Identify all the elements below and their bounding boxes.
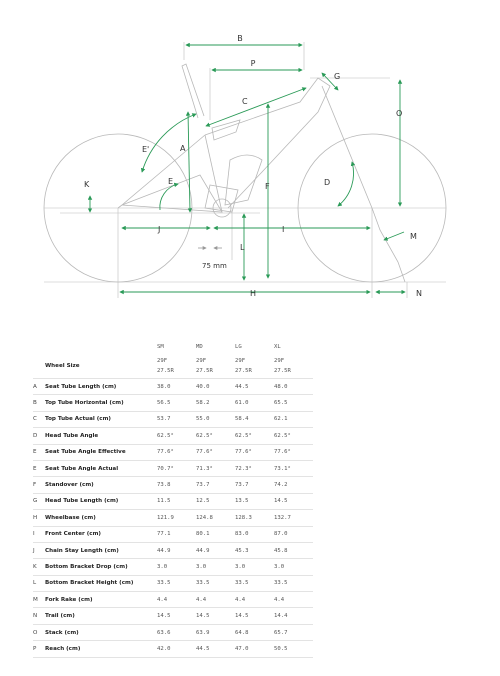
row-value: 44.5 xyxy=(196,641,235,657)
row-value: 55.0 xyxy=(196,411,235,427)
row-value xyxy=(235,354,274,379)
row-value: 62.5° xyxy=(157,428,196,444)
row-label: Seat Tube Angle Actual xyxy=(45,460,157,476)
label-75mm: 75 mm xyxy=(202,262,227,270)
row-value: 71.3° xyxy=(196,460,235,476)
row-code: A xyxy=(33,379,45,395)
row-value: 3.0 xyxy=(274,559,313,575)
table-row xyxy=(33,510,313,526)
row-value: 74.2 xyxy=(274,477,313,493)
table-row xyxy=(33,354,313,379)
row-label: Stack (cm) xyxy=(45,624,157,640)
table-row xyxy=(33,493,313,509)
row-value: 124.8 xyxy=(196,510,235,526)
row-value: 14.5 xyxy=(157,608,196,624)
row-value: 77.6° xyxy=(235,444,274,460)
row-label: Head Tube Angle xyxy=(45,428,157,444)
row-code: B xyxy=(33,395,45,411)
row-code: D xyxy=(33,428,45,444)
row-label: Bottom Bracket Drop (cm) xyxy=(45,559,157,575)
row-value: 45.8 xyxy=(274,542,313,558)
row-value: 11.5 xyxy=(157,493,196,509)
table-row xyxy=(33,477,313,493)
row-value: 64.8 xyxy=(235,624,274,640)
table-row xyxy=(33,460,313,476)
row-value xyxy=(274,354,313,379)
table-row xyxy=(33,592,313,608)
row-label: Top Tube Horizontal (cm) xyxy=(45,395,157,411)
row-value: 48.0 xyxy=(274,379,313,395)
row-value: 61.0 xyxy=(235,395,274,411)
row-code: N xyxy=(33,608,45,624)
row-value: 65.5 xyxy=(274,395,313,411)
row-value: 44.9 xyxy=(196,542,235,558)
row-label: Fork Rake (cm) xyxy=(45,592,157,608)
row-label: Bottom Bracket Height (cm) xyxy=(45,575,157,591)
row-value: 62.1 xyxy=(274,411,313,427)
row-value: 40.0 xyxy=(196,379,235,395)
row-value: 70.7° xyxy=(157,460,196,476)
size-header: SM xyxy=(157,344,164,350)
table-row xyxy=(33,444,313,460)
row-value: 4.4 xyxy=(235,592,274,608)
label-I: I xyxy=(282,225,285,234)
row-value: 87.0 xyxy=(274,526,313,542)
row-code: F xyxy=(33,477,45,493)
row-label: Standover (cm) xyxy=(45,477,157,493)
row-value: 33.5 xyxy=(157,575,196,591)
row-value: 62.5° xyxy=(196,428,235,444)
row-value: 14.5 xyxy=(196,608,235,624)
row-value: 14.4 xyxy=(274,608,313,624)
row-value: 77.6° xyxy=(157,444,196,460)
wheel-size-value: 27.5R xyxy=(157,368,174,374)
table-row xyxy=(33,575,313,591)
bike-frame xyxy=(118,64,405,282)
row-value: 77.6° xyxy=(274,444,313,460)
size-header: XL xyxy=(274,344,281,350)
dimension-lines xyxy=(90,45,405,292)
row-value: 58.2 xyxy=(196,395,235,411)
wheel-size-value: 27.5R xyxy=(235,368,252,374)
row-value: 77.6° xyxy=(196,444,235,460)
row-value: 58.4 xyxy=(235,411,274,427)
table-row xyxy=(33,608,313,624)
row-code: M xyxy=(33,592,45,608)
table-row xyxy=(33,428,313,444)
row-value xyxy=(157,354,196,379)
table-row xyxy=(33,526,313,542)
wheel-size-value: 27.5R xyxy=(274,368,291,374)
row-label: Wheel Size xyxy=(45,354,157,379)
wheel-size-value: 29F xyxy=(157,358,168,364)
row-value: 3.0 xyxy=(235,559,274,575)
row-value: 13.5 xyxy=(235,493,274,509)
row-label: Chain Stay Length (cm) xyxy=(45,542,157,558)
label-H: H xyxy=(250,289,257,298)
row-label: Seat Tube Angle Effective xyxy=(45,444,157,460)
row-label: Head Tube Length (cm) xyxy=(45,493,157,509)
row-value: 33.5 xyxy=(235,575,274,591)
label-M: M xyxy=(410,232,417,241)
row-value: 73.7 xyxy=(235,477,274,493)
row-value: 65.7 xyxy=(274,624,313,640)
row-value: 4.4 xyxy=(157,592,196,608)
row-code: C xyxy=(33,411,45,427)
row-value: 33.5 xyxy=(196,575,235,591)
row-value: 73.7 xyxy=(196,477,235,493)
row-code: O xyxy=(33,624,45,640)
row-value: 14.5 xyxy=(274,493,313,509)
row-value: 63.6 xyxy=(157,624,196,640)
bike-geometry-diagram xyxy=(0,0,500,310)
label-K: K xyxy=(84,180,90,189)
label-J: J xyxy=(158,225,161,234)
row-value: 12.5 xyxy=(196,493,235,509)
table-row xyxy=(33,411,313,427)
row-value: 72.3° xyxy=(235,460,274,476)
row-code: E xyxy=(33,460,45,476)
row-code: J xyxy=(33,542,45,558)
row-value: 50.5 xyxy=(274,641,313,657)
row-value: 62.5° xyxy=(235,428,274,444)
label-D: D xyxy=(324,178,331,187)
row-value: 132.7 xyxy=(274,510,313,526)
row-code: G xyxy=(33,493,45,509)
row-value: 4.4 xyxy=(196,592,235,608)
row-value: 14.5 xyxy=(235,608,274,624)
label-P: P xyxy=(250,59,256,68)
row-value: 56.5 xyxy=(157,395,196,411)
row-code: E xyxy=(33,444,45,460)
label-G: G xyxy=(334,72,341,81)
row-value: 80.1 xyxy=(196,526,235,542)
row-code xyxy=(33,354,45,379)
label-E-prime: E' xyxy=(142,145,150,154)
label-E: E xyxy=(168,177,174,186)
label-B: B xyxy=(237,34,243,43)
row-value: 121.9 xyxy=(157,510,196,526)
row-value: 47.0 xyxy=(235,641,274,657)
row-value: 53.7 xyxy=(157,411,196,427)
wheel-size-value: 29F xyxy=(196,358,207,364)
label-F: F xyxy=(265,182,270,191)
size-header: LG xyxy=(235,344,242,350)
row-code: L xyxy=(33,575,45,591)
row-label: Reach (cm) xyxy=(45,641,157,657)
row-value: 42.0 xyxy=(157,641,196,657)
row-value: 62.5° xyxy=(274,428,313,444)
row-value: 38.0 xyxy=(157,379,196,395)
label-A: A xyxy=(180,144,186,153)
row-label: Seat Tube Length (cm) xyxy=(45,379,157,395)
row-value: 73.1° xyxy=(274,460,313,476)
row-code: H xyxy=(33,510,45,526)
table-row xyxy=(33,624,313,640)
wheel-size-value: 27.5R xyxy=(196,368,213,374)
row-code: K xyxy=(33,559,45,575)
size-header-row xyxy=(33,340,313,354)
wheel-size-value: 29F xyxy=(274,358,285,364)
geometry-table xyxy=(33,340,313,658)
row-value: 128.3 xyxy=(235,510,274,526)
label-N: N xyxy=(416,289,422,298)
row-label: Trail (cm) xyxy=(45,608,157,624)
row-value: 44.5 xyxy=(235,379,274,395)
row-code: I xyxy=(33,526,45,542)
table-row xyxy=(33,395,313,411)
wheel-size-value: 29F xyxy=(235,358,246,364)
label-O: O xyxy=(396,109,403,118)
label-C: C xyxy=(242,97,248,106)
row-value: 3.0 xyxy=(196,559,235,575)
row-value xyxy=(196,354,235,379)
row-value: 4.4 xyxy=(274,592,313,608)
row-value: 33.5 xyxy=(274,575,313,591)
label-L: L xyxy=(240,243,245,252)
row-value: 63.9 xyxy=(196,624,235,640)
row-code: P xyxy=(33,641,45,657)
row-value: 44.9 xyxy=(157,542,196,558)
row-label: Front Center (cm) xyxy=(45,526,157,542)
row-value: 73.8 xyxy=(157,477,196,493)
size-header: MD xyxy=(196,344,203,350)
row-label: Wheelbase (cm) xyxy=(45,510,157,526)
row-label: Top Tube Actual (cm) xyxy=(45,411,157,427)
row-value: 3.0 xyxy=(157,559,196,575)
row-value: 45.3 xyxy=(235,542,274,558)
row-value: 77.1 xyxy=(157,526,196,542)
table-row xyxy=(33,379,313,395)
table-row xyxy=(33,641,313,657)
table-row xyxy=(33,559,313,575)
row-value: 83.0 xyxy=(235,526,274,542)
table-row xyxy=(33,542,313,558)
